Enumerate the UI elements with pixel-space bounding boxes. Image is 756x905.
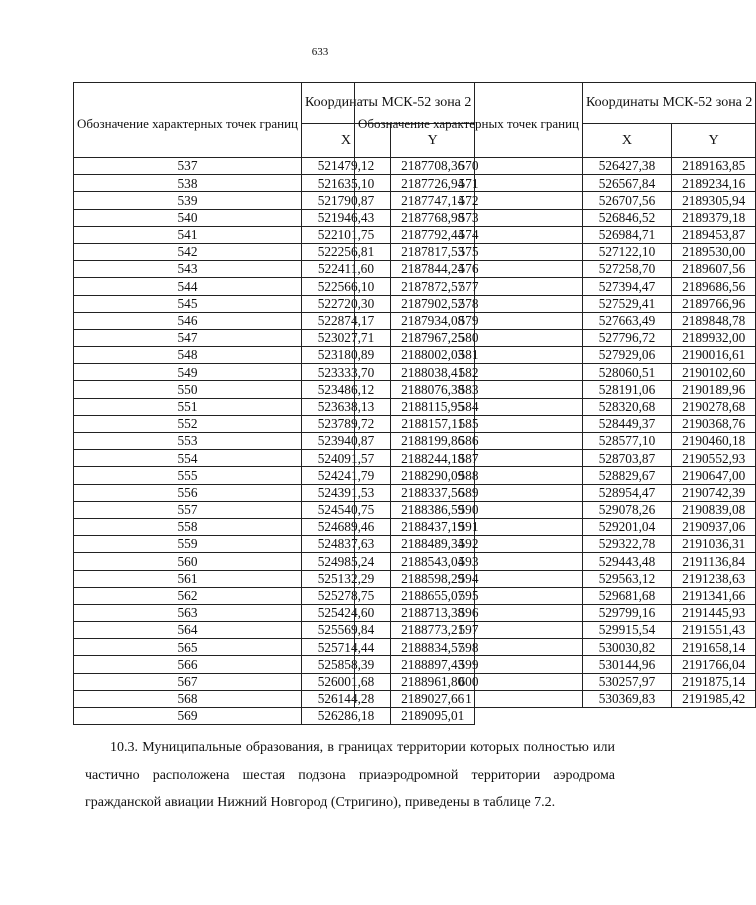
cell-x: 522720,30 — [302, 295, 391, 312]
cell-point: 545 — [74, 295, 302, 312]
cell-x: 525424,60 — [302, 604, 391, 621]
cell-y: 2190460,18 — [671, 433, 755, 450]
cell-point: 592 — [355, 536, 583, 553]
cell-point: 596 — [355, 604, 583, 621]
cell-point: 566 — [74, 656, 302, 673]
table-row — [355, 192, 756, 209]
cell-y: 2188834,57 — [390, 639, 474, 656]
cell-x: 522874,17 — [302, 312, 391, 329]
cell-point: 539 — [74, 192, 302, 209]
cell-x: 528829,67 — [583, 467, 672, 484]
cell-y: 2189095,01 — [390, 708, 474, 725]
cell-point: 550 — [74, 381, 302, 398]
cell-x: 530144,96 — [583, 656, 672, 673]
header-coordinates-group: Координаты МСК-52 зона 2 — [302, 83, 475, 124]
cell-y: 2187747,14 — [390, 192, 474, 209]
table-row — [355, 347, 756, 364]
cell-x: 521635,10 — [302, 175, 391, 192]
header-point-designation: Обозначение характерных точек границ — [74, 83, 302, 158]
cell-point: 559 — [74, 536, 302, 553]
cell-x: 526707,56 — [583, 192, 672, 209]
cell-y: 2187768,98 — [390, 209, 474, 226]
cell-x: 524391,53 — [302, 484, 391, 501]
cell-point: 560 — [74, 553, 302, 570]
cell-y: 2188076,38 — [390, 381, 474, 398]
cell-point: 564 — [74, 622, 302, 639]
cell-y: 2189607,56 — [671, 261, 755, 278]
cell-y: 2189234,16 — [671, 175, 755, 192]
table-row — [355, 158, 756, 175]
cell-y: 2189305,94 — [671, 192, 755, 209]
cell-y: 2187967,25 — [390, 329, 474, 346]
paragraph-10-3 — [85, 734, 615, 817]
cell-x: 530030,82 — [583, 639, 672, 656]
cell-x: 529563,12 — [583, 570, 672, 587]
cell-y: 2188598,29 — [390, 570, 474, 587]
cell-x: 524540,75 — [302, 501, 391, 518]
cell-x: 524241,79 — [302, 467, 391, 484]
table-row — [355, 639, 756, 656]
cell-point: 587 — [355, 450, 583, 467]
cell-y: 2190016,61 — [671, 347, 755, 364]
cell-point: 562 — [74, 587, 302, 604]
cell-point: 594 — [355, 570, 583, 587]
cell-y: 2188713,38 — [390, 604, 474, 621]
cell-point: 576 — [355, 261, 583, 278]
cell-x: 527929,06 — [583, 347, 672, 364]
cell-y: 2189932,00 — [671, 329, 755, 346]
cell-x: 530369,83 — [583, 690, 672, 707]
table-row — [355, 295, 756, 312]
header-y: Y — [390, 124, 474, 158]
cell-point: 581 — [355, 347, 583, 364]
cell-x: 526846,52 — [583, 209, 672, 226]
cell-y: 2188002,03 — [390, 347, 474, 364]
cell-y: 2191875,14 — [671, 673, 755, 690]
cell-point: 540 — [74, 209, 302, 226]
table-row — [355, 536, 756, 553]
cell-y: 2187792,44 — [390, 226, 474, 243]
cell-x: 525132,29 — [302, 570, 391, 587]
cell-y: 2189766,96 — [671, 295, 755, 312]
cell-x: 528703,87 — [583, 450, 672, 467]
cell-y: 2188337,56 — [390, 484, 474, 501]
cell-x: 528320,68 — [583, 398, 672, 415]
table-body-right — [355, 158, 756, 708]
cell-y: 2189027,66 — [390, 690, 474, 707]
cell-x: 529915,54 — [583, 622, 672, 639]
cell-y: 2188038,41 — [390, 364, 474, 381]
cell-point: 558 — [74, 518, 302, 535]
cell-point: 549 — [74, 364, 302, 381]
cell-point: 542 — [74, 243, 302, 260]
cell-x: 530257,97 — [583, 673, 672, 690]
coordinates-table-right — [354, 82, 756, 708]
cell-point: 588 — [355, 467, 583, 484]
cell-point: 580 — [355, 329, 583, 346]
table-row — [355, 415, 756, 432]
cell-x: 529201,04 — [583, 518, 672, 535]
table-row — [355, 484, 756, 501]
cell-y: 2189686,56 — [671, 278, 755, 295]
paragraph-number: 10.3. — [110, 740, 138, 755]
cell-point: 599 — [355, 656, 583, 673]
cell-x: 524689,46 — [302, 518, 391, 535]
cell-point: 557 — [74, 501, 302, 518]
cell-y: 2188386,59 — [390, 501, 474, 518]
cell-x: 529799,16 — [583, 604, 672, 621]
cell-y: 2189530,00 — [671, 243, 755, 260]
cell-y: 2187844,24 — [390, 261, 474, 278]
cell-point: 585 — [355, 415, 583, 432]
cell-y: 2189453,87 — [671, 226, 755, 243]
cell-x: 526001,68 — [302, 673, 391, 690]
table-row — [74, 708, 475, 725]
table-row — [355, 604, 756, 621]
cell-y: 2191341,66 — [671, 587, 755, 604]
cell-y: 2188437,19 — [390, 518, 474, 535]
cell-point: 591 — [355, 518, 583, 535]
cell-y: 2188115,95 — [390, 398, 474, 415]
cell-point: 565 — [74, 639, 302, 656]
cell-point: 577 — [355, 278, 583, 295]
table-row — [355, 329, 756, 346]
cell-y: 2190102,60 — [671, 364, 755, 381]
cell-y: 2191445,93 — [671, 604, 755, 621]
cell-point: 579 — [355, 312, 583, 329]
cell-point: 586 — [355, 433, 583, 450]
cell-y: 2190552,93 — [671, 450, 755, 467]
cell-x: 524091,57 — [302, 450, 391, 467]
cell-point: 575 — [355, 243, 583, 260]
cell-y: 2188489,34 — [390, 536, 474, 553]
cell-point: 574 — [355, 226, 583, 243]
cell-point: 556 — [74, 484, 302, 501]
table-row — [355, 501, 756, 518]
cell-x: 523027,71 — [302, 329, 391, 346]
cell-y: 2188244,18 — [390, 450, 474, 467]
cell-point: 555 — [74, 467, 302, 484]
cell-x: 526984,71 — [583, 226, 672, 243]
cell-y: 2188961,80 — [390, 673, 474, 690]
cell-x: 522411,60 — [302, 261, 391, 278]
cell-point: 584 — [355, 398, 583, 415]
cell-y: 2188290,09 — [390, 467, 474, 484]
cell-x: 522101,75 — [302, 226, 391, 243]
cell-x: 521946,43 — [302, 209, 391, 226]
table-row — [355, 398, 756, 415]
cell-x: 526144,28 — [302, 690, 391, 707]
cell-point: 583 — [355, 381, 583, 398]
cell-x: 526286,18 — [302, 708, 391, 725]
cell-x: 527529,41 — [583, 295, 672, 312]
cell-point: 589 — [355, 484, 583, 501]
cell-point: 567 — [74, 673, 302, 690]
cell-y: 2187817,53 — [390, 243, 474, 260]
table-row — [355, 209, 756, 226]
cell-point: 554 — [74, 450, 302, 467]
paragraph-text: Муниципальные образования, в границах территории которых полностью или частично расположена шестая подзона приаэродромной территории аэродрома гражданской авиации Нижний Новгород (Стригино), приведены в таблице 7.2. — [85, 740, 615, 810]
cell-x: 523486,12 — [302, 381, 391, 398]
header-point-designation: Обозначение характерных точек границ — [355, 83, 583, 158]
cell-y: 2191238,63 — [671, 570, 755, 587]
cell-y: 2189848,78 — [671, 312, 755, 329]
cell-y: 2191551,43 — [671, 622, 755, 639]
table-row — [355, 656, 756, 673]
cell-y: 2191036,31 — [671, 536, 755, 553]
cell-x: 522256,81 — [302, 243, 391, 260]
cell-y: 2190647,00 — [671, 467, 755, 484]
cell-x: 529443,48 — [583, 553, 672, 570]
cell-point: 569 — [74, 708, 302, 725]
table-row — [355, 243, 756, 260]
cell-y: 2191985,42 — [671, 690, 755, 707]
cell-x: 524985,24 — [302, 553, 391, 570]
cell-point: 568 — [74, 690, 302, 707]
cell-y: 2187872,57 — [390, 278, 474, 295]
table-row — [355, 433, 756, 450]
cell-point: 547 — [74, 329, 302, 346]
cell-y: 2188897,43 — [390, 656, 474, 673]
cell-y: 2187934,08 — [390, 312, 474, 329]
cell-x: 528954,47 — [583, 484, 672, 501]
cell-point: 578 — [355, 295, 583, 312]
page-number: 633 — [311, 46, 329, 58]
table-row — [355, 518, 756, 535]
cell-x: 523789,72 — [302, 415, 391, 432]
table-row — [355, 261, 756, 278]
cell-x: 529681,68 — [583, 587, 672, 604]
table-row — [355, 587, 756, 604]
cell-y: 2191658,14 — [671, 639, 755, 656]
cell-point: 537 — [74, 158, 302, 175]
cell-x: 527394,47 — [583, 278, 672, 295]
table-row — [355, 622, 756, 639]
cell-point: 600 — [355, 673, 583, 690]
table-row — [355, 553, 756, 570]
cell-point: 573 — [355, 209, 583, 226]
cell-x: 528060,51 — [583, 364, 672, 381]
table-row — [355, 364, 756, 381]
cell-x: 523638,13 — [302, 398, 391, 415]
cell-y: 2190189,96 — [671, 381, 755, 398]
cell-y: 2191136,84 — [671, 553, 755, 570]
cell-y: 2188773,21 — [390, 622, 474, 639]
cell-x: 528449,37 — [583, 415, 672, 432]
cell-x: 526427,38 — [583, 158, 672, 175]
cell-point: 551 — [74, 398, 302, 415]
cell-x: 529322,78 — [583, 536, 672, 553]
cell-point: 597 — [355, 622, 583, 639]
cell-x: 524837,63 — [302, 536, 391, 553]
cell-point: 593 — [355, 553, 583, 570]
cell-x: 523180,89 — [302, 347, 391, 364]
cell-x: 525569,84 — [302, 622, 391, 639]
table-row — [355, 690, 756, 707]
cell-y: 2188157,11 — [390, 415, 474, 432]
cell-point: 552 — [74, 415, 302, 432]
cell-y: 2187726,94 — [390, 175, 474, 192]
cell-y: 2190742,39 — [671, 484, 755, 501]
header-coordinates-group: Координаты МСК-52 зона 2 — [583, 83, 756, 124]
cell-x: 526567,84 — [583, 175, 672, 192]
cell-point: 553 — [74, 433, 302, 450]
cell-point: 582 — [355, 364, 583, 381]
table-row — [355, 312, 756, 329]
table-row — [355, 673, 756, 690]
cell-point: 598 — [355, 639, 583, 656]
table-row — [355, 450, 756, 467]
cell-x: 521790,87 — [302, 192, 391, 209]
header-x: X — [583, 124, 672, 158]
cell-x: 521479,12 — [302, 158, 391, 175]
cell-y: 2191766,04 — [671, 656, 755, 673]
cell-y: 2189379,18 — [671, 209, 755, 226]
cell-y: 2190368,76 — [671, 415, 755, 432]
cell-x: 522566,10 — [302, 278, 391, 295]
cell-x: 527796,72 — [583, 329, 672, 346]
cell-y: 2187902,52 — [390, 295, 474, 312]
cell-y: 2188655,07 — [390, 587, 474, 604]
cell-x: 525858,39 — [302, 656, 391, 673]
table-row — [355, 278, 756, 295]
table-row — [355, 467, 756, 484]
cell-point: 541 — [74, 226, 302, 243]
cell-y: 2190278,68 — [671, 398, 755, 415]
cell-x: 528577,10 — [583, 433, 672, 450]
cell-x: 528191,06 — [583, 381, 672, 398]
cell-point: 570 — [355, 158, 583, 175]
header-x: X — [302, 124, 391, 158]
cell-point: 1 — [355, 690, 583, 707]
cell-point: 561 — [74, 570, 302, 587]
cell-point: 571 — [355, 175, 583, 192]
table-row — [355, 381, 756, 398]
header-y: Y — [671, 124, 755, 158]
cell-point: 544 — [74, 278, 302, 295]
cell-point: 572 — [355, 192, 583, 209]
cell-point: 543 — [74, 261, 302, 278]
cell-y: 2190839,08 — [671, 501, 755, 518]
cell-y: 2190937,06 — [671, 518, 755, 535]
cell-y: 2188199,86 — [390, 433, 474, 450]
table-row — [355, 175, 756, 192]
cell-x: 525278,75 — [302, 587, 391, 604]
cell-y: 2189163,85 — [671, 158, 755, 175]
cell-y: 2188543,04 — [390, 553, 474, 570]
cell-point: 546 — [74, 312, 302, 329]
cell-point: 538 — [74, 175, 302, 192]
cell-y: 2187708,36 — [390, 158, 474, 175]
cell-x: 527122,10 — [583, 243, 672, 260]
table-row — [355, 570, 756, 587]
cell-x: 525714,44 — [302, 639, 391, 656]
cell-point: 548 — [74, 347, 302, 364]
cell-x: 527663,49 — [583, 312, 672, 329]
cell-point: 595 — [355, 587, 583, 604]
cell-point: 590 — [355, 501, 583, 518]
cell-x: 529078,26 — [583, 501, 672, 518]
cell-x: 523333,70 — [302, 364, 391, 381]
table-row — [355, 226, 756, 243]
cell-x: 523940,87 — [302, 433, 391, 450]
cell-x: 527258,70 — [583, 261, 672, 278]
cell-point: 563 — [74, 604, 302, 621]
